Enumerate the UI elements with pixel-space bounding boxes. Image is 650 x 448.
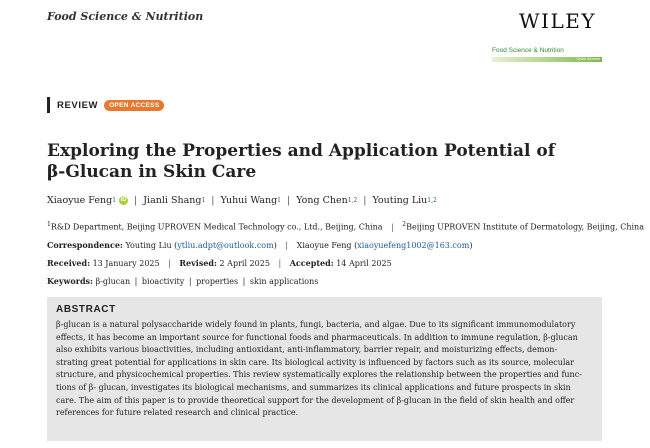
affiliation-sup: 2 [402, 221, 407, 228]
abstract-line: structure, and physicochemical properties. This review systematically explores the relationship between the properties and func- [56, 370, 582, 380]
abstract-heading: ABSTRACT [56, 304, 116, 315]
author-sup[interactable]: 1,2 [427, 197, 437, 204]
keyword: skin applications [249, 277, 319, 286]
correspondence-name: Xiaoyue Feng [296, 241, 352, 250]
keywords: Keywords: β-glucan | bioactivity | properties | skin applications [47, 276, 319, 286]
title-line: Exploring the Properties and Application Potential of [47, 141, 556, 161]
author-sup[interactable]: 1 [112, 197, 117, 204]
type-rule [47, 97, 50, 113]
article-type: REVIEW [57, 99, 99, 111]
affiliation-text: R&D Department, Beijing UPROVEN Medical Technology co., Ltd., Beijing, China [50, 222, 383, 232]
brand-badge: Open Access [576, 56, 600, 61]
received-label: Received: [47, 258, 91, 268]
open-access-badge: OPEN ACCESS [104, 100, 164, 111]
abstract-line: β-glucan is a natural polysaccharide widely found in plants, fungi, bacteria, and algae. Due to its significant immunomodulatory [56, 320, 576, 329]
received-date: 13 January 2025 [92, 259, 160, 268]
keyword: properties [196, 277, 239, 286]
affiliation-sup: 1 [47, 221, 51, 228]
author-name[interactable]: Yong Chen [296, 195, 348, 206]
title-line: β-Glucan in Skin Care [47, 162, 257, 182]
author-sup[interactable]: 1 [201, 197, 206, 204]
article-title [47, 141, 607, 183]
correspondence: Correspondence: Youting Liu (ytliu.adpt@outlook.com) | Xiaoyue Feng (xiaoyuefeng1002@163.com) [47, 240, 473, 250]
keyword: bioactivity [141, 277, 185, 286]
email-link[interactable]: ytliu.adpt@outlook.com [177, 241, 274, 250]
author-name[interactable]: Xiaoyue Feng [47, 195, 113, 206]
article-dates: Received: 13 January 2025 | Revised: 2 April 2025 | Accepted: 14 April 2025 [47, 258, 392, 268]
brand-bar [492, 57, 602, 62]
affiliation-text: Beijing UPROVEN Institute of Dermatology, Beijing, China [406, 222, 644, 232]
author-sup[interactable]: 1,2 [347, 197, 358, 204]
correspondence-name: Youting Liu [125, 241, 172, 250]
abstract-box [47, 297, 602, 441]
author-list: Xiaoyue Feng 1 iD | Jianli Shang 1 | Yuhui Wang 1 | Yong Chen 1,2 | Youting Liu 1,2 [47, 195, 437, 206]
journal-name[interactable]: Food Science & Nutrition [47, 10, 204, 23]
publisher-logo[interactable]: WILEY [519, 9, 597, 33]
abstract-line: tions of β- glucan, investigates its biological mechanisms, and summarizes its clinical applications and future prospects in skin [56, 382, 571, 392]
author-sup[interactable]: 1 [277, 197, 281, 204]
author-name[interactable]: Yuhui Wang [220, 195, 278, 206]
revised-date: 2 April 2025 [219, 259, 270, 268]
abstract-line: effects, it has become an important source for functional foods and pharmaceuticals. In addition to immune regulation, β-glucan [56, 332, 578, 342]
abstract-text [56, 319, 596, 420]
abstract-line: strating great potential for applications in skin care. Its biological activity is influenced by factors such as its source, molecular [56, 357, 574, 367]
author-name[interactable]: Jianli Shang [143, 195, 202, 206]
abstract-line: care. The aim of this paper is to provide theoretical support for the development of β-glucan in the field of skin health and offer [56, 395, 575, 405]
affiliations: $^1$R&D Department, Beijing UPROVEN Medical Technology co., Ltd., Beijing, China | $^2$Beijing UPROVEN Institute of Dermatology, Beijing, China [47, 221, 644, 232]
keyword: β-glucan [95, 277, 131, 286]
abstract-line: also exhibits various bioactivities, including antioxidant, anti-inflammatory, barrier repair, and moisturizing effects, demon- [56, 345, 558, 355]
orcid-icon[interactable]: iD [120, 197, 127, 203]
brand-name: Food Science & Nutrition [492, 47, 564, 54]
accepted-date: 14 April 2025 [336, 259, 392, 268]
author-name[interactable]: Youting Liu [372, 195, 428, 206]
journal-brand-logo [492, 47, 602, 62]
abstract-line: references for future related research and clinical practice. [56, 408, 299, 418]
revised-label: Revised: [179, 258, 217, 268]
email-link[interactable]: xiaoyuefeng1002@163.com [357, 241, 470, 250]
accepted-label: Accepted: [289, 258, 334, 268]
article-type-row [47, 96, 164, 114]
keywords-label: Keywords: [47, 276, 94, 286]
correspondence-label: Correspondence: [47, 240, 123, 250]
